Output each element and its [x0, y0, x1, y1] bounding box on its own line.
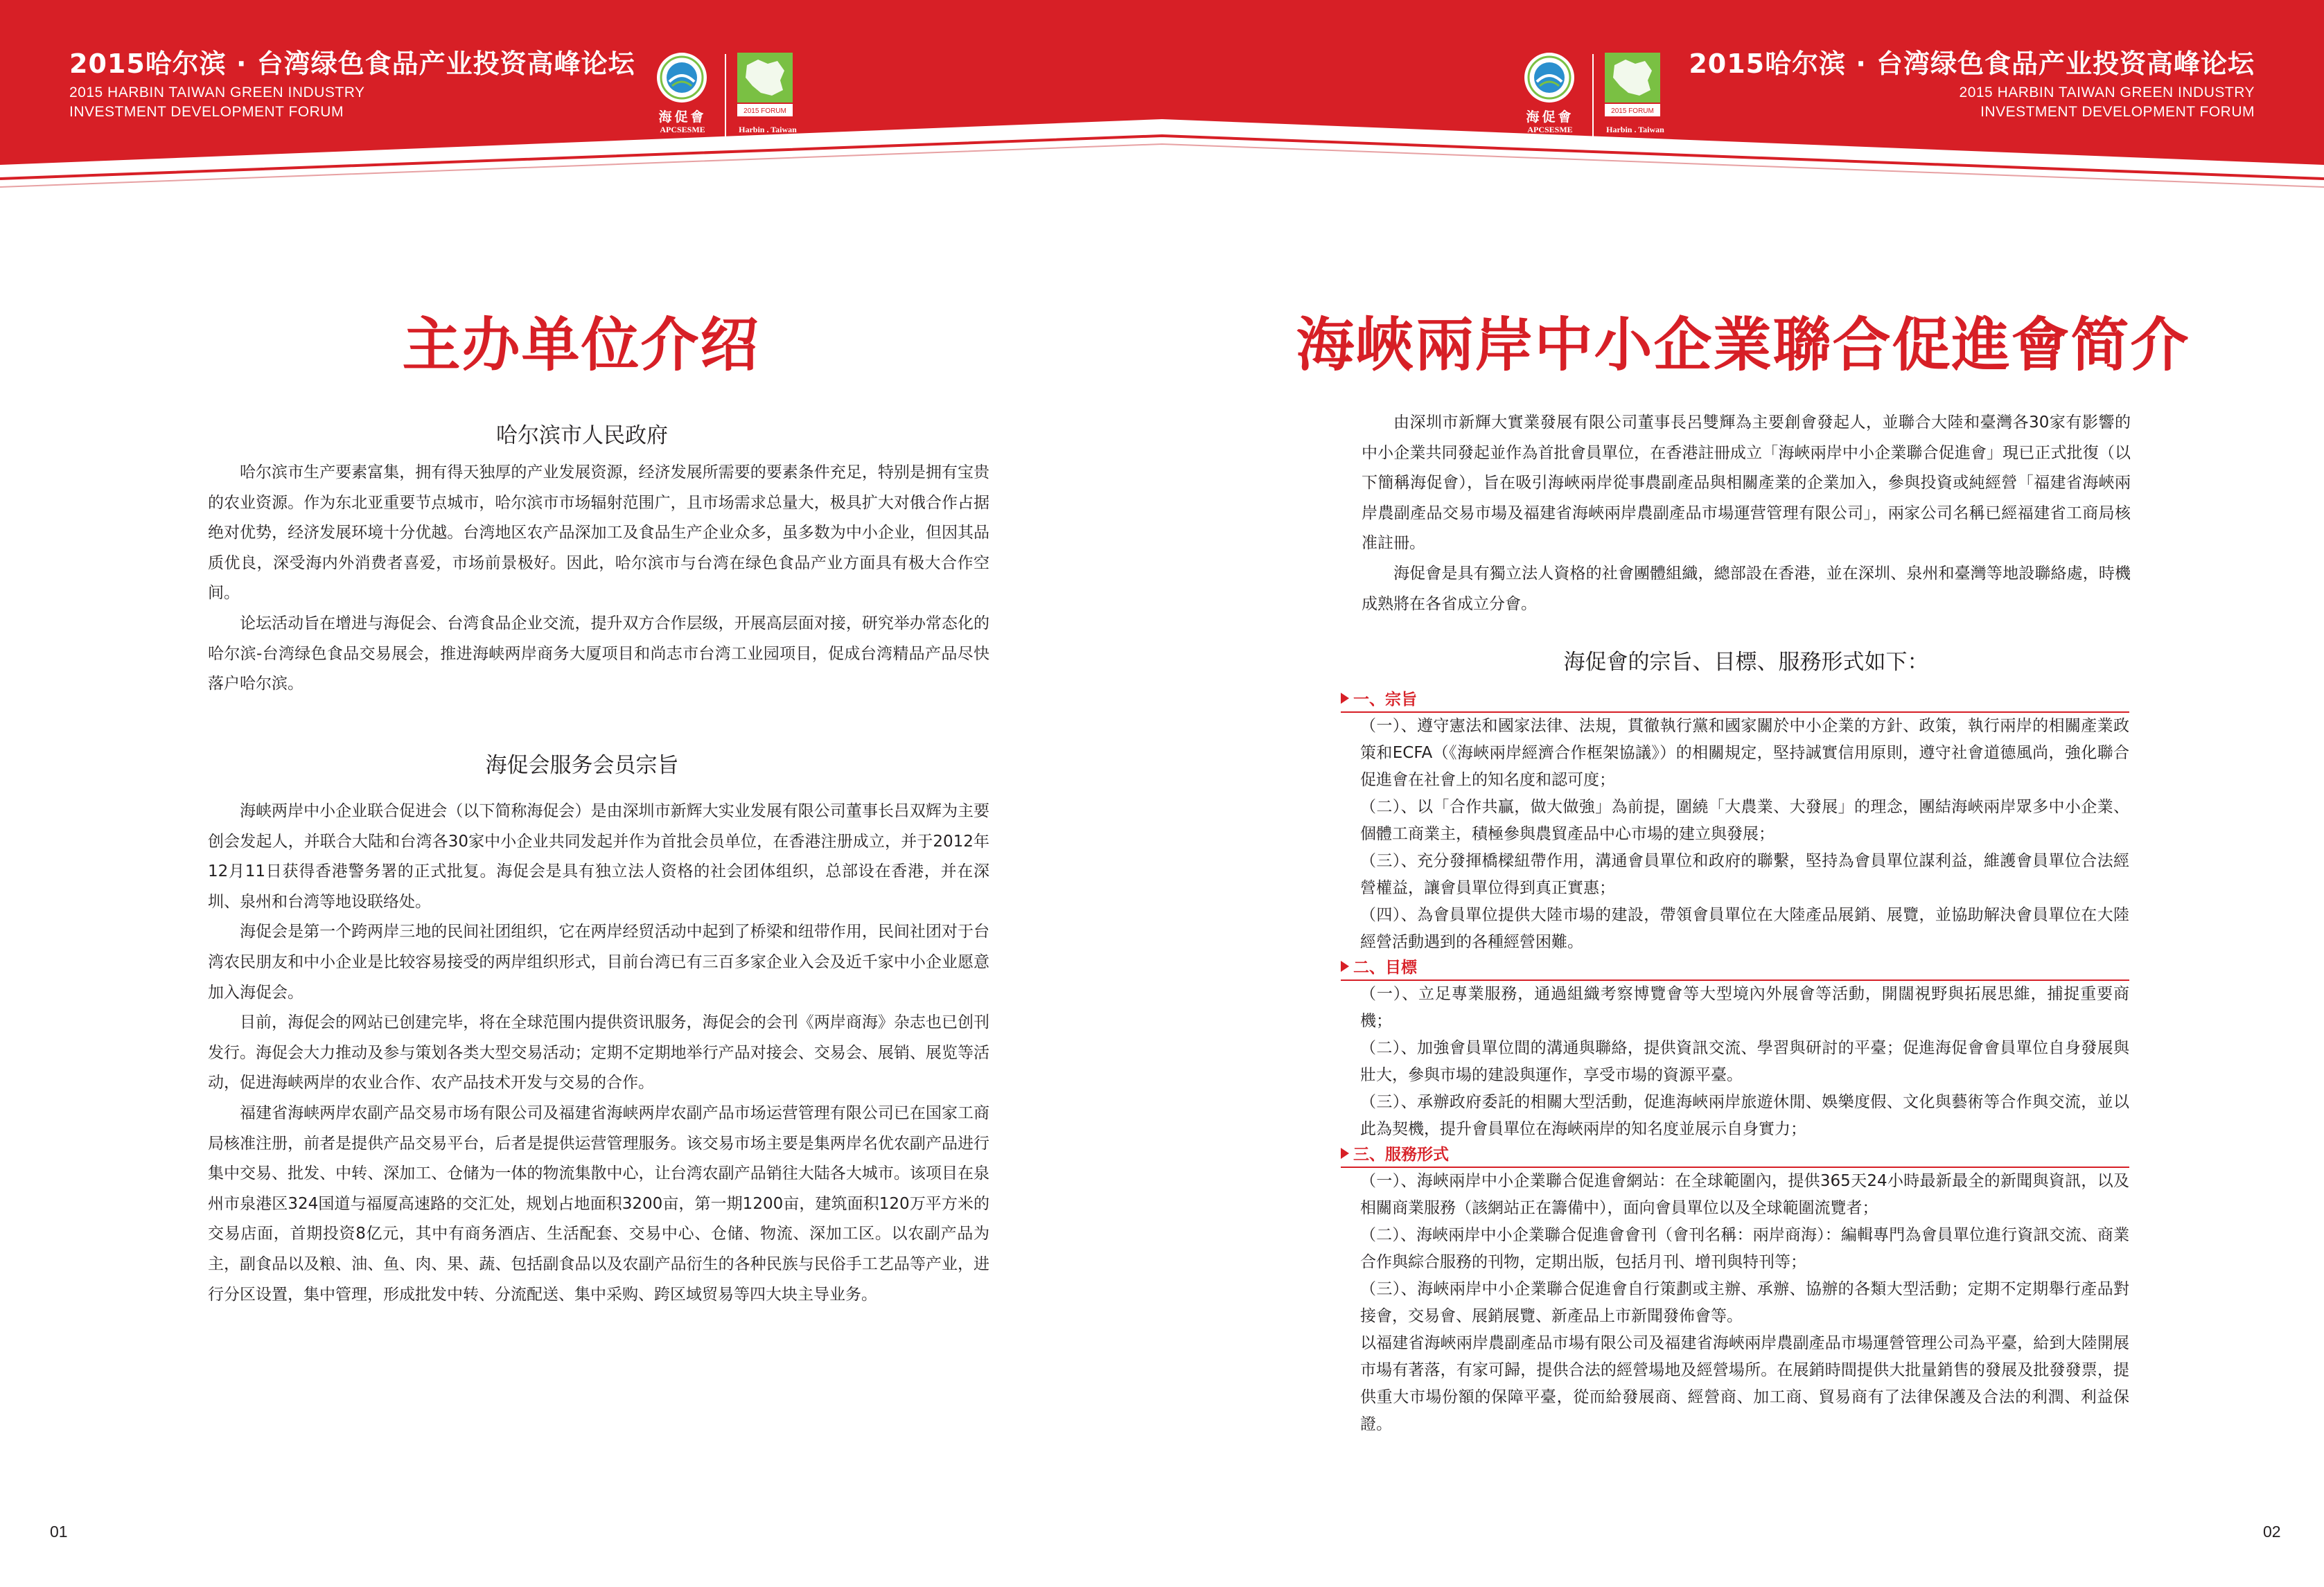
triangle-bullet-icon	[1341, 961, 1349, 972]
triangle-bullet-icon	[1341, 1148, 1349, 1159]
section-body-harbin-government	[208, 458, 989, 700]
logo-map-tag: 2015 FORUM	[1611, 107, 1654, 115]
header-right	[1689, 48, 2255, 122]
section-head-label: 一、宗旨	[1353, 691, 1417, 709]
logo-seal-en: APCSESME	[660, 125, 705, 134]
forum-title-en-line2: INVESTMENT DEVELOPMENT FORUM	[69, 104, 344, 120]
list-item: （三）、海峽兩岸中小企業聯合促進會自行策劃或主辦、承辦、協辦的各類大型活動；定期不定期舉行產品對接會，交易會、展銷展覽、新產品上市新聞發佈會等。	[1360, 1280, 2129, 1325]
list-item: （三）、承辦政府委託的相關大型活動，促進海峽兩岸旅遊休閒、娛樂度假、文化與藝術等合作與交流，並以此為契機，提升會員單位在海峽兩岸的知名度並展示自身實力；	[1360, 1093, 2129, 1138]
forum-map-logo-icon	[737, 53, 793, 116]
section-head-goals	[1341, 956, 2129, 981]
list-item: （二）、加強會員單位間的溝通與聯絡，提供資訊交流、學習與研討的平臺；促進海促會會員單位自身發展與壯大，參與市場的建設與運作，享受市場的資源平臺。	[1360, 1039, 2129, 1084]
logo-seal-en: APCSESME	[1527, 125, 1573, 134]
forum-title-en-line2: INVESTMENT DEVELOPMENT FORUM	[1980, 104, 2255, 120]
list-item: （一）、海峽兩岸中小企業聯合促進會網站：在全球範圍內，提供365天24小時最新最全的新聞與資訊，以及相關商業服務（該網站正在籌備中），面向會員單位以及全球範圍流覽者；	[1360, 1172, 2129, 1217]
paragraph: 海促会是第一个跨两岸三地的民间社团组织，它在两岸经贸活动中起到了桥梁和纽带作用，民间社团对于台湾农民朋友和中小企业是比较容易接受的两岸组织形式，目前台湾已有三百多家企业入会及近千家中小企业愿意加入海促会。	[208, 923, 989, 1002]
paragraph: 论坛活动旨在增进与海促会、台湾食品企业交流，提升双方合作层级，开展高层面对接，研究举办常态化的哈尔滨-台湾绿色食品交易展会，推进海峡两岸商务大厦项目和尚志市台湾工业园项目，促成台湾精品产品尽快落户哈尔滨。	[208, 614, 989, 693]
left-page-title: 主办单位介绍	[402, 311, 760, 379]
paragraph: 海峡两岸中小企业联合促进会（以下简称海促会）是由深圳市新辉大实业发展有限公司董事长吕双辉为主要创会发起人，并联合大陆和台湾各30家中小企业共同发起并作为首批会员单位，在香港注册成立，并于2012年12月11日获得香港警务署的正式批复。海促会是具有独立法人资格的社会团体组织，总部设在香港，并在深圳、泉州和台湾等地设联络处。	[208, 802, 989, 911]
section-body-member-service	[208, 797, 989, 1310]
forum-map-logo-icon	[1605, 53, 1660, 116]
triangle-bullet-icon	[1341, 693, 1349, 704]
logo-seal-cn: 海促會	[658, 109, 707, 125]
section-head-purpose	[1341, 688, 2129, 713]
logo-divider	[725, 54, 726, 137]
forum-title-en-line1: 2015 HARBIN TAIWAN GREEN INDUSTRY	[69, 85, 365, 100]
page-number-right: 02	[2263, 1523, 2281, 1541]
section-head-service-forms	[1341, 1143, 2129, 1168]
list-item: 以福建省海峽兩岸農副產品市場有限公司及福建省海峽兩岸農副產品市場運營管理公司為平臺，給到大陸開展市場有著落，有家可歸，提供合法的經營場地及經營場所。在展銷時間提供大批量銷售的發展及批發發票，提供重大市場份額的保障平臺，從而給發展商、經營商、加工商、貿易商有了法律保護及合法的利潤、利益保證。	[1360, 1334, 2129, 1433]
apcsesme-seal-icon	[1523, 51, 1576, 104]
apcsesme-seal-icon	[655, 51, 708, 104]
logo-map-en: Harbin . Taiwan	[1606, 125, 1664, 134]
list-item: （二）、以「合作共贏，做大做強」為前提，圍繞「大農業、大發展」的理念，團結海峽兩岸眾多中小企業、個體工商業主，積極參與農貿產品中心市場的建立與發展；	[1360, 798, 2129, 843]
right-page-title: 海峽兩岸中小企業聯合促進會简介	[1296, 311, 2190, 379]
forum-title-cn: 2015哈尔滨 · 台湾绿色食品产业投资高峰论坛	[69, 48, 635, 79]
section-heading-member-service: 海促会服务会员宗旨	[485, 753, 679, 778]
paragraph: 目前，海促会的网站已创建完毕，将在全球范围内提供资讯服务，海促会的会刊《两岸商海》杂志也已创刊发行。海促会大力推动及参与策划各类大型交易活动；定期不定期地举行产品对接会、交易会、展销、展览等活动，促进海峡两岸的农业合作、农产品技术开发与交易的合作。	[208, 1013, 989, 1092]
list-item: （四）、為會員單位提供大陸市場的建設，帶領會員單位在大陸產品展銷、展覽，並協助解決會員單位在大陸經營活動遇到的各種經營困難。	[1360, 906, 2129, 951]
paragraph: 海促會是具有獨立法人資格的社會團體組織，總部設在香港，並在深圳、泉州和臺灣等地設聯絡處，時機成熟將在各省成立分會。	[1362, 564, 2131, 613]
right-sections	[1353, 688, 2129, 1438]
list-item: （一）、立足專業服務，通過組織考察博覽會等大型境內外展會等活動，開闊視野與拓展思維，捕捉重要商機；	[1360, 985, 2129, 1030]
logo-seal-cn: 海促會	[1526, 109, 1574, 125]
header-left	[69, 48, 635, 122]
forum-title-en-line1: 2015 HARBIN TAIWAN GREEN INDUSTRY	[1959, 85, 2255, 100]
right-subheading: 海促會的宗旨、目標、服務形式如下：	[1563, 650, 1929, 675]
list-item: （三）、充分發揮橋樑紐帶作用，溝通會員單位和政府的聯繫，堅持為會員單位謀利益，維護會員單位合法經營權益，讓會員單位得到真正實惠；	[1360, 852, 2129, 897]
paragraph: 哈尔滨市生产要素富集，拥有得天独厚的产业发展资源，经济发展所需要的要素条件充足，特别是拥有宝贵的农业资源。作为东北亚重要节点城市，哈尔滨市市场辐射范围广，且市场需求总量大，极具扩大对俄合作占据绝对优势，经济发展环境十分优越。台湾地区农产品深加工及食品生产企业众多，虽多数为中小企业，但因其品质优良，深受海内外消费者喜爱，市场前景极好。因此，哈尔滨市与台湾在绿色食品产业方面具有极大合作空间。	[208, 463, 989, 603]
forum-title-cn: 2015哈尔滨 · 台湾绿色食品产业投资高峰论坛	[1689, 48, 2255, 79]
logo-divider	[1592, 54, 1594, 137]
logo-map-tag: 2015 FORUM	[743, 107, 786, 115]
logo-map-en: Harbin . Taiwan	[739, 125, 797, 134]
section-head-label: 三、服務形式	[1353, 1146, 1449, 1164]
section-head-label: 二、目標	[1353, 959, 1417, 977]
page-number-left: 01	[50, 1523, 68, 1541]
paragraph: 由深圳市新輝大實業發展有限公司董事長呂雙輝為主要創會發起人，並聯合大陸和臺灣各30家有影響的中小企業共同發起並作為首批會員單位，在香港註冊成立「海峽兩岸中小企業聯合促進會」現已正式批復（以下簡稱海促會），旨在吸引海峽兩岸從事農副產品與相關產業的企業加入，參與投資或純經營「福建省海峽兩岸農副產品交易市場及福建省海峽兩岸農副產品市場運营管理有限公司」，兩家公司名稱已經福建省工商局核准註冊。	[1362, 414, 2131, 553]
right-intro	[1362, 408, 2131, 619]
list-item: （一）、遵守憲法和國家法律、法規，貫徹執行黨和國家關於中小企業的方針、政策，執行兩岸的相關產業政策和ECFA（《海峽兩岸經濟合作框架協議》）的相關規定，堅持誠實信用原則，遵守社會道德風尚，強化聯合促進會在社會上的知名度和認可度；	[1360, 717, 2129, 789]
section-heading-harbin-government: 哈尔滨市人民政府	[496, 423, 668, 448]
paragraph: 福建省海峡两岸农副产品交易市场有限公司及福建省海峡两岸农副产品市场运营管理有限公司已在国家工商局核准注册，前者是提供产品交易平台，后者是提供运营管理服务。该交易市场主要是集两岸名优农副产品进行集中交易、批发、中转、深加工、仓储为一体的物流集散中心，让台湾农副产品销往大陆各大城市。该项目在泉州市泉港区324国道与福厦高速路的交汇处，规划占地面积3200亩，第一期1200亩，建筑面积120万平方米的交易店面，首期投资8亿元，其中有商务酒店、生活配套、交易中心、仓储、物流、深加工区。以农副产品为主，副食品以及粮、油、鱼、肉、果、蔬、包括副食品以及农副产品衍生的各种民族与民俗手工艺品等产业，进行分区设置，集中管理，形成批发中转、分流配送、集中采购、跨区域贸易等四大块主导业务。	[208, 1103, 989, 1304]
list-item: （二）、海峽兩岸中小企業聯合促進會會刊（會刊名稱：兩岸商海）：編輯專門為會員單位進行資訊交流、商業合作與綜合服務的刊物，定期出版，包括月刊、增刊與特刊等；	[1360, 1226, 2129, 1271]
